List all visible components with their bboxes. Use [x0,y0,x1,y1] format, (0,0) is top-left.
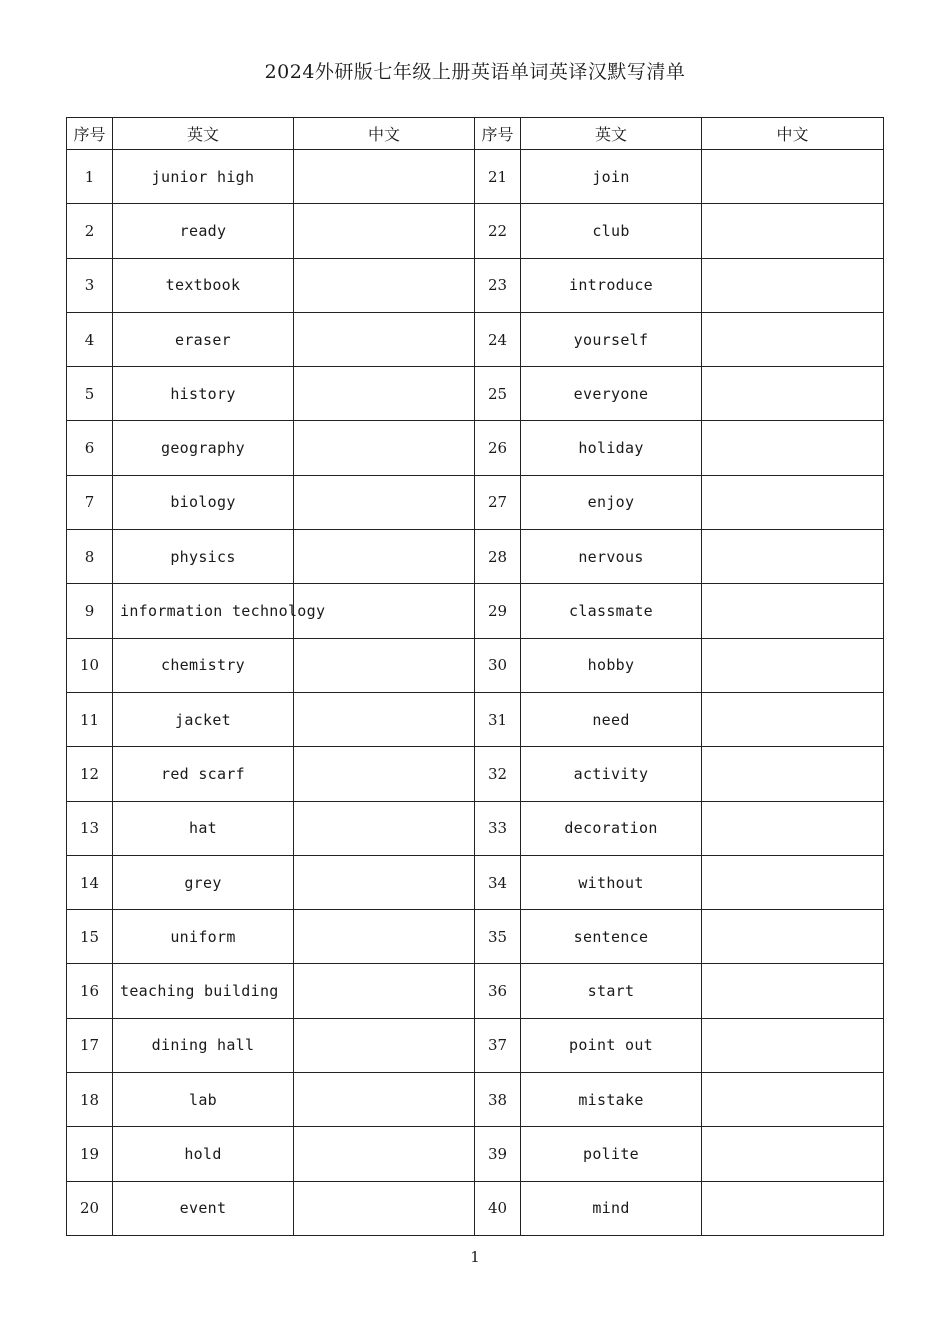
chinese-answer-cell[interactable] [294,747,475,801]
english-word: club [521,204,702,258]
english-word: classmate [521,584,702,638]
header-english-right: 英文 [521,118,702,150]
chinese-answer-cell[interactable] [702,312,884,366]
table-row [67,475,884,529]
chinese-answer-cell[interactable] [702,367,884,421]
english-word: hobby [521,638,702,692]
row-number: 35 [475,910,521,964]
row-number: 36 [475,964,521,1018]
row-number: 10 [67,638,113,692]
row-number: 25 [475,367,521,421]
row-number: 34 [475,855,521,909]
row-number: 6 [67,421,113,475]
chinese-answer-cell[interactable] [702,1073,884,1127]
table-row [67,1181,884,1235]
row-number: 14 [67,855,113,909]
chinese-answer-cell[interactable] [294,692,475,746]
english-word: sentence [521,910,702,964]
row-number: 23 [475,258,521,312]
row-number: 9 [67,584,113,638]
table-row [67,421,884,475]
row-number: 2 [67,204,113,258]
chinese-answer-cell[interactable] [294,855,475,909]
table-row [67,747,884,801]
english-word: join [521,150,702,204]
page-number: 1 [470,1248,480,1266]
chinese-answer-cell[interactable] [294,258,475,312]
row-number: 38 [475,1073,521,1127]
english-word: yourself [521,312,702,366]
chinese-answer-cell[interactable] [294,204,475,258]
table-row [67,258,884,312]
english-word: lab [113,1073,294,1127]
english-word: point out [521,1018,702,1072]
table-row [67,204,884,258]
row-number: 11 [67,692,113,746]
row-number: 7 [67,475,113,529]
row-number: 13 [67,801,113,855]
chinese-answer-cell[interactable] [702,204,884,258]
table-row [67,530,884,584]
table-row [67,584,884,638]
chinese-answer-cell[interactable] [702,638,884,692]
chinese-answer-cell[interactable] [702,584,884,638]
row-number: 37 [475,1018,521,1072]
english-word: activity [521,747,702,801]
english-word-cell [113,964,294,1018]
english-word: biology [113,475,294,529]
header-num-left: 序号 [67,118,113,150]
row-number: 27 [475,475,521,529]
row-number: 4 [67,312,113,366]
english-word: start [521,964,702,1018]
chinese-answer-cell[interactable] [294,1018,475,1072]
table-row [67,910,884,964]
english-word: hold [113,1127,294,1181]
english-word: geography [113,421,294,475]
row-number: 12 [67,747,113,801]
english-word: mistake [521,1073,702,1127]
chinese-answer-cell[interactable] [294,801,475,855]
table-header-row [67,118,884,150]
row-number: 18 [67,1073,113,1127]
table-row [67,638,884,692]
chinese-answer-cell[interactable] [294,367,475,421]
row-number: 32 [475,747,521,801]
chinese-answer-cell[interactable] [702,475,884,529]
english-word: without [521,855,702,909]
english-word: information technology [120,602,326,621]
row-number: 33 [475,801,521,855]
chinese-answer-cell[interactable] [294,1073,475,1127]
table-row [67,801,884,855]
table-row [67,1073,884,1127]
english-word: polite [521,1127,702,1181]
vocabulary-table [66,117,884,1236]
header-chinese-right: 中文 [702,118,884,150]
chinese-answer-cell[interactable] [702,530,884,584]
table-row [67,1018,884,1072]
row-number: 24 [475,312,521,366]
chinese-answer-cell[interactable] [294,1181,475,1235]
table-row [67,964,884,1018]
chinese-answer-cell[interactable] [294,530,475,584]
english-word: mind [521,1181,702,1235]
chinese-answer-cell[interactable] [294,312,475,366]
chinese-answer-cell[interactable] [702,421,884,475]
table-row [67,855,884,909]
row-number: 1 [67,150,113,204]
chinese-answer-cell[interactable] [294,638,475,692]
english-word: decoration [521,801,702,855]
english-word: need [521,692,702,746]
chinese-answer-cell[interactable] [294,910,475,964]
english-word: eraser [113,312,294,366]
english-word: enjoy [521,475,702,529]
row-number: 26 [475,421,521,475]
table-row [67,150,884,204]
page-title: 2024外研版七年级上册英语单词英译汉默写清单 [264,61,686,83]
chinese-answer-cell[interactable] [702,1181,884,1235]
chinese-answer-cell[interactable] [702,855,884,909]
english-word: nervous [521,530,702,584]
row-number: 16 [67,964,113,1018]
english-word: grey [113,855,294,909]
row-number: 30 [475,638,521,692]
row-number: 31 [475,692,521,746]
chinese-answer-cell[interactable] [294,150,475,204]
english-word: physics [113,530,294,584]
chinese-answer-cell[interactable] [294,964,475,1018]
row-number: 20 [67,1181,113,1235]
row-number: 17 [67,1018,113,1072]
table-row [67,692,884,746]
chinese-answer-cell[interactable] [702,801,884,855]
english-word: jacket [113,692,294,746]
row-number: 5 [67,367,113,421]
english-word: junior high [113,150,294,204]
chinese-answer-cell[interactable] [702,150,884,204]
row-number: 29 [475,584,521,638]
chinese-answer-cell[interactable] [294,475,475,529]
chinese-answer-cell[interactable] [294,1127,475,1181]
header-num-right: 序号 [475,118,521,150]
english-word: holiday [521,421,702,475]
chinese-answer-cell[interactable] [702,1127,884,1181]
row-number: 19 [67,1127,113,1181]
english-word: uniform [113,910,294,964]
table-row [67,1127,884,1181]
english-word: textbook [113,258,294,312]
table-row [67,312,884,366]
header-chinese-left: 中文 [294,118,475,150]
english-word: red scarf [113,747,294,801]
english-word: everyone [521,367,702,421]
english-word: hat [113,801,294,855]
row-number: 21 [475,150,521,204]
row-number: 8 [67,530,113,584]
chinese-answer-cell[interactable] [294,421,475,475]
chinese-answer-cell[interactable] [702,747,884,801]
chinese-answer-cell[interactable] [702,910,884,964]
header-english-left: 英文 [113,118,294,150]
chinese-answer-cell[interactable] [702,692,884,746]
row-number: 22 [475,204,521,258]
english-word: introduce [521,258,702,312]
english-word: teaching building [120,982,279,1001]
table-row [67,367,884,421]
row-number: 28 [475,530,521,584]
chinese-answer-cell[interactable] [702,258,884,312]
chinese-answer-cell[interactable] [702,964,884,1018]
english-word: event [113,1181,294,1235]
english-word: dining hall [113,1018,294,1072]
english-word: ready [113,204,294,258]
row-number: 3 [67,258,113,312]
row-number: 39 [475,1127,521,1181]
chinese-answer-cell[interactable] [702,1018,884,1072]
row-number: 40 [475,1181,521,1235]
row-number: 15 [67,910,113,964]
english-word-cell [113,584,326,638]
english-word: history [113,367,294,421]
english-word: chemistry [113,638,294,692]
